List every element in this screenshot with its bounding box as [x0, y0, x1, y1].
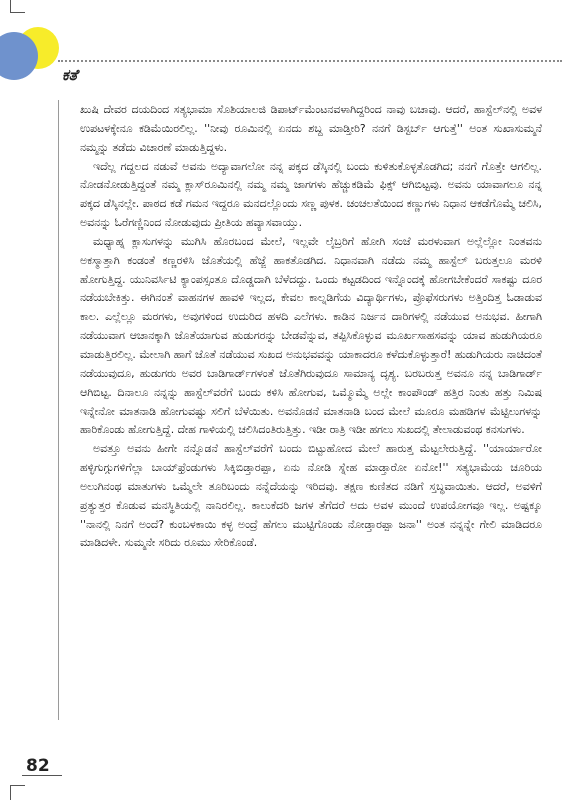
paragraph-4: ಅವತ್ತೂ ಅವನು ಹೀಗೇ ನನ್ನೊಡನೆ ಹಾಸ್ಟೆಲ್‌ವರೆಗೆ ಬಂದು ಬಿಟ್ಟುಹೋದ ಮೇಲೆ ಹಾರುತ್ತ ಮೆಟ್ಟಲೇರುತ್ತಿದ್ದೆ. ''ಯಾರ್ಯಾರೋ ಹಳ್ಳಿಗುಗ್ಗುಗಳಿಗೆಲ್ಲಾ ಬಾಯ್‌ಫ್ರೆಂಡುಗಳು ಸಿಕ್ಕಿಬಿಡ್ತಾರಪ್ಪಾ, ಏನು ನೋಡಿ ಸ್ನೇಹ ಮಾಡ್ತಾರೋ ಏನೋ!'' ಸತ್ಯಭಾಮೆಯ ಚೂರಿಯ ಅಲುಗಿನಂಥ ಮಾತುಗಳು ಒಮ್ಮೆಲೇ ತೂರಿಬಂದು ನನ್ನೆದೆಯನ್ನು ಇರಿದವು. ತಕ್ಷಣ ಕುಣಿತದ ನಡಿಗೆ ಸ್ತಬ್ಧವಾಯಿತು. ಆದರೆ, ಅವಳಿಗೆ ಪ್ರತ್ಯುತ್ತರ ಕೊಡುವ ಮನಸ್ಥಿತಿಯಲ್ಲಿ ನಾನಿರಲಿಲ್ಲ. ಕಾಲುಕೆದರಿ ಜಗಳ ತೆಗೆದರೆ ಅದು ಅವಳ ಮುಂದೆ ಉಪಯೋಗವೂ ಇಲ್ಲ. ಅಷ್ಟಕ್ಕೂ ''ನಾನಲ್ಲಿ ನಿನಗೆ ಅಂದೆ? ಕುಂಬಳಕಾಯಿ ಕಳ್ಳ ಅಂದ್ರೆ ಹೆಗಲು ಮುಟ್ಟಿಗೊಂಡು ನೋಡ್ತಾರಪ್ಪಾ ಜನಾ'' ಅಂತ ನನ್ನನ್ನೇ ಗೇಲಿ ಮಾಡಿದರೂ ಮಾಡಿದಳೇ. ಸುಮ್ಮನೇ ಸರಿದು ರೂಮು ಸೇರಿಕೊಂಡೆ. — [80, 442, 542, 550]
paragraph-3: ಮಧ್ಯಾಹ್ನ ಕ್ಲಾಸುಗಳನ್ನು ಮುಗಿಸಿ ಹೊರಬಂದ ಮೇಲೆ, ಇಲ್ಲವೇ ಲೈಬ್ರರಿಗೆ ಹೋಗಿ ಸಂಜೆ ಮರಳುವಾಗ ಅಲ್ಲೆಲ್ಲೋ ನಿಂತವನು ಅಕಸ್ಮಾತ್ತಾಗಿ ಕಂಡಂತೆ ಕಣ್ಣರಳಿಸಿ ಜೊತೆಯಲ್ಲಿ ಹೆಜ್ಜೆ ಹಾಕತೊಡಗಿದ. ನಿಧಾನವಾಗಿ ನಡೆದು ನಮ್ಮ ಹಾಸ್ಟೆಲ್ ಬರುತ್ತಲೂ ಮರಳಿ ಹೋಗುತ್ತಿದ್ದ. ಯುನಿವರ್ಸಿಟಿ ಕ್ಯಾಂಪಸ್ಸಂತೂ ದೊಡ್ಡದಾಗಿ ಬೆಳೆದದ್ದು. ಒಂದು ಕಟ್ಟಡದಿಂದ ಇನ್ನೊಂದಕ್ಕೆ ಹೋಗಬೇಕೆಂದರೆ ಸಾಕಷ್ಟು ದೂರ ನಡೆಯಬೇಕಿತ್ತು. ಈಗಿನಂತೆ ವಾಹನಗಳ ಹಾವಳಿ ಇಲ್ಲದ, ಕೇವಲ ಕಾಲ್ನಡಿಗೆಯ ವಿದ್ಯಾರ್ಥಿಗಳು, ಪ್ರೊಫೆಸರುಗಳು ಅತ್ತಿಂದಿತ್ತ ಓಡಾಡುವ ಕಾಲ. ಎಲ್ಲೆಲ್ಲೂ ಮರಗಳು, ಅವುಗಳಿಂದ ಉದುರಿದ ಹಳದಿ ಎಲೆಗಳು. ಕಾಡಿನ ನಿರ್ಜನ ದಾರಿಗಳಲ್ಲಿ ನಡೆಯುವ ಅನುಭವ. ಹೀಗಾಗಿ ನಡೆಯುವಾಗ ಆಚಾನಕ್ಕಾಗಿ ಜೊತೆಯಾಗುವ ಹುಡುಗರನ್ನು ಬೇಡವೆನ್ನುವ, ತಪ್ಪಿಸಿಕೊಳ್ಳುವ ಮೂರ್ಖಸಾಹಸವನ್ನು ಯಾವ ಹುಡುಗಿಯರೂ ಮಾಡುತ್ತಿರಲಿಲ್ಲ. ಮೇಲಾಗಿ ಹಾಗೆ ಜೊತೆ ನಡೆಯುವ ಸುಖದ ಅನುಭವವನ್ನು ಯಾಕಾದರೂ ಕಳೆದುಕೊಳ್ಳುತ್ತಾರೆ! ಹುಡುಗಿಯರು ನಾಚಿದಂತೆ ನಡೆಯುವುದೂ, ಹುಡುಗರು ಅವರ ಬಾಡಿಗಾರ್ಡ್‌ಗಳಂತೆ ಜೊತೆಗಿರುವುದೂ ಸಾಮಾನ್ಯ ದೃಶ್ಯ. ಬರಬರುತ್ತ ಅವನೂ ನನ್ನ ಬಾಡಿಗಾರ್ಡ್ ಆಗಿಬಿಟ್ಟ. ದಿನಾಲೂ ನನ್ನನ್ನು ಹಾಸ್ಟೆಲ್‌ವರೆಗೆ ಬಂದು ಕಳಿಸಿ ಹೋಗುವ, ಒಮ್ಮೊಮ್ಮೆ ಅಲ್ಲೇ ಕಾಂಪೌಂಡ್ ಹತ್ತಿರ ನಿಂತು ಹತ್ತು ನಿಮಿಷ ಇನ್ನೇನೋ ಮಾತನಾಡಿ ಹೋಗುವಷ್ಟು ಸಲಿಗೆ ಬೆಳೆಯಿತು. ಅವನೊಡನೆ ಮಾತನಾಡಿ ಬಂದ ಮೇಲೆ ಮೂರೂ ಮಹಡಿಗಳ ಮೆಟ್ಟಿಲುಗಳನ್ನು ಹಾರಿಕೊಂಡು ಹೋಗುತ್ತಿದ್ದೆ. ದೇಹ ಗಾಳಿಯಲ್ಲಿ ಚಲಿಸಿದಂತಿರುತ್ತಿತ್ತು. ಇಡೀ ರಾತ್ರಿ ಇಡೀ ಹಗಲು ಸುಖದಲ್ಲಿ ತೇಲಾಡುವಂಥ ಕನಸುಗಳು. — [80, 234, 542, 437]
crop-mark-bottom — [10, 785, 25, 800]
header-dotted-rule — [58, 60, 562, 62]
paragraph-2: ಇದೆಲ್ಲ ಗದ್ದಲದ ನಡುವೆ ಅವನು ಅದ್ಯಾವಾಗಲೋ ನನ್ನ ಪಕ್ಕದ ಡೆಸ್ಕಿನಲ್ಲಿ ಬಂದು ಕುಳಿತುಕೊಳ್ಳತೊಡಗಿದ; ನನಗೆ ಗೊತ್ತೇ ಆಗಲಿಲ್ಲ. ನೋಡನೋಡುತ್ತಿದ್ದಂತೆ ನಮ್ಮ ಕ್ಲಾಸ್‌ರೂಮಿನಲ್ಲಿ ನಮ್ಮ ನಮ್ಮ ಜಾಗಗಳು ಹೆಚ್ಚುಕಡಿಮೆ ಫಿಕ್ಸ್ ಆಗಿಬಿಟ್ಟವು. ಅವನು ಯಾವಾಗಲೂ ನನ್ನ ಪಕ್ಕದ ಡೆಸ್ಕಿನಲ್ಲೇ. ಪಾಠದ ಕಡೆ ಗಮನ ಇದ್ದರೂ ಮನದಲ್ಲೊಂದು ಸಣ್ಣ ಪುಳಕ. ಚಂಚಲತೆಯಿಂದ ಕಣ್ಣುಗಳು ನಿಧಾನ ಆಕಡೆಗೊಮ್ಮೆ ಚಲಿಸಿ, ಅವನನ್ನು ಓರೆಗಣ್ಣಿನಿಂದ ನೋಡುವುದು ಪ್ರೀತಿಯ ಹವ್ಯಾಸವಾಯ್ತು. — [80, 159, 542, 230]
section-label: ಕತೆ — [62, 66, 78, 84]
margin-rule — [58, 100, 59, 720]
footer-rule — [22, 775, 62, 776]
story-body — [80, 101, 542, 553]
paragraph-1: ಖುಷಿ ದೇವರ ದಯದಿಂದ ಸತ್ಯಭಾಮಾ ಸೊಶಿಯಾಲಜಿ ಡಿಪಾರ್ಟ್‌ಮೆಂಟನವಳಾಗಿದ್ದರಿಂದ ನಾವು ಬಚಾವು. ಆದರೆ, ಹಾಸ್ಟೆಲ್‌ನಲ್ಲಿ ಅವಳ ಉಪಟಳಕ್ಕೇನೂ ಕಡಿಮೆಯಿರಲಿಲ್ಲ. ''ನೀವು ರೂಮಿನಲ್ಲಿ ಏನದು ಶಬ್ದ ಮಾಡ್ತೀರಿ? ನನಗೆ ಡಿಸ್ಟರ್ಬ್ ಆಗುತ್ತೆ'' ಅಂತ ಸುಖಾಸುಮ್ಮನೆ ನಮ್ಮನ್ನು ತಡೆದು ವಿಚಾರಣೆ ಮಾಡುತ್ತಿದ್ದಳು. — [80, 103, 542, 154]
page-number: 82 — [26, 756, 50, 776]
